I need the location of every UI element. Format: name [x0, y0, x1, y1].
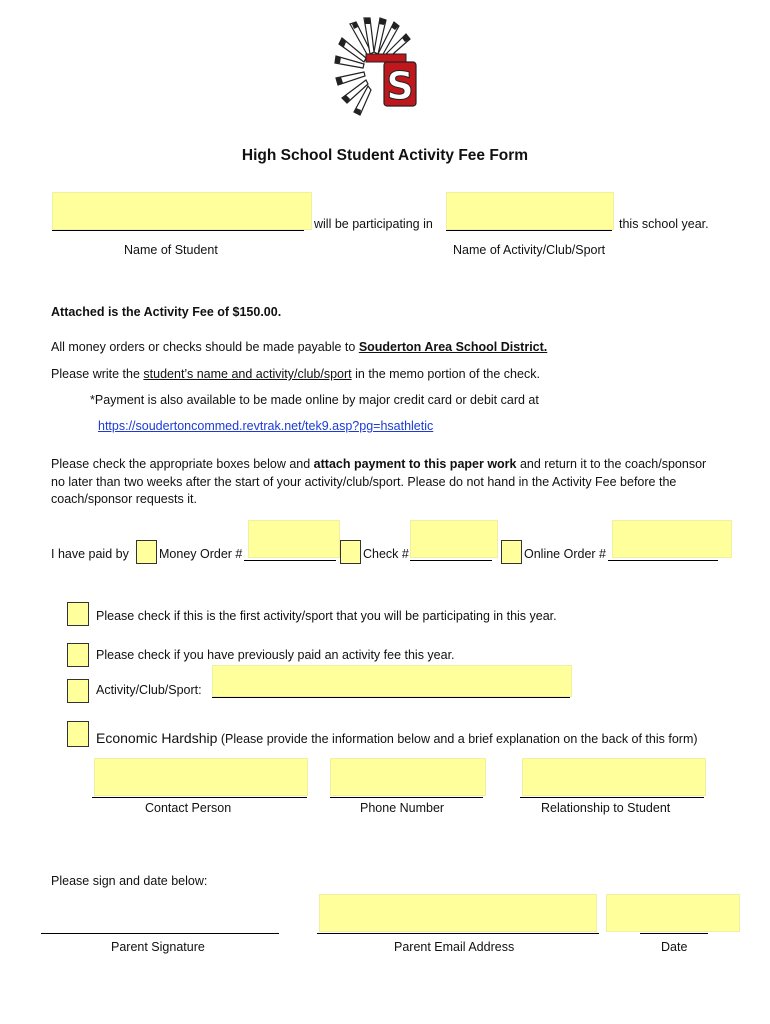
economic-hardship-title: Economic Hardship [96, 730, 218, 746]
paid-by-label: I have paid by [51, 547, 129, 561]
memo-emphasis: student’s name and activity/club/sport [143, 367, 352, 381]
svg-text:S: S [386, 64, 414, 108]
check-label: Check # [363, 547, 409, 561]
instructions-line-1 [51, 457, 706, 471]
instructions-text-b: and return it to the coach/sponsor [516, 457, 707, 471]
school-logo [328, 16, 420, 122]
school-year-text: this school year. [619, 217, 709, 231]
activity-club-sport-field[interactable] [212, 665, 572, 697]
money-order-checkbox[interactable] [136, 540, 157, 564]
online-order-number-field[interactable] [612, 520, 732, 558]
first-activity-checkbox[interactable] [67, 602, 89, 626]
date-field[interactable] [606, 894, 740, 932]
activity-name-field[interactable] [446, 192, 614, 230]
payable-prefix: All money orders or checks should be made payable to [51, 340, 359, 354]
memo-prefix: Please write the [51, 367, 144, 381]
check-number-field[interactable] [410, 520, 498, 558]
student-name-field[interactable] [52, 192, 312, 230]
relationship-label: Relationship to Student [541, 801, 671, 815]
phone-number-label: Phone Number [360, 801, 445, 815]
online-payment-link[interactable]: https://soudertoncommed.revtrak.net/tek9.asp?pg=hsathletic [98, 419, 434, 433]
parent-email-line [317, 933, 599, 934]
date-line [640, 933, 708, 934]
memo-suffix: in the memo portion of the check. [351, 367, 540, 381]
money-order-line [244, 560, 336, 561]
name-of-activity-label: Name of Activity/Club/Sport [453, 243, 606, 257]
online-payment-note: *Payment is also available to be made online by major credit card or debit card at [90, 393, 539, 407]
activity-fee-line: Attached is the Activity Fee of $150.00. [51, 305, 282, 319]
economic-hardship-note: (Please provide the information below and a brief explanation on the back of this form) [217, 732, 698, 746]
online-order-line [608, 560, 718, 561]
instructions-line-3: coach/sponsor requests it. [51, 492, 197, 506]
contact-person-line [92, 797, 307, 798]
first-activity-label: Please check if this is the first activity/sport that you will be participating in this year. [96, 609, 557, 623]
money-order-number-field[interactable] [248, 520, 340, 558]
parent-email-field[interactable] [319, 894, 597, 932]
economic-hardship-checkbox[interactable] [67, 721, 89, 747]
online-order-checkbox[interactable] [501, 540, 522, 564]
relationship-line [520, 797, 704, 798]
sign-prompt: Please sign and date below: [51, 874, 208, 888]
district-name: Souderton Area School District. [358, 340, 548, 354]
money-order-label: Money Order # [159, 547, 243, 561]
activity-name-line [446, 230, 612, 231]
parent-signature-label: Parent Signature [111, 940, 205, 954]
phone-number-line [330, 797, 483, 798]
participating-text: will be participating in [314, 217, 433, 231]
indian-headdress-logo-icon [328, 16, 420, 122]
parent-signature-line [41, 933, 279, 934]
previously-paid-label: Please check if you have previously paid an activity fee this year. [96, 648, 455, 662]
economic-hardship-label [96, 730, 698, 746]
payable-line [51, 340, 547, 354]
instructions-text-a: Please check the appropriate boxes below and [51, 457, 314, 471]
activity-club-sport-checkbox[interactable] [67, 679, 89, 703]
check-line [410, 560, 492, 561]
name-of-student-label: Name of Student [124, 243, 218, 257]
contact-person-label: Contact Person [145, 801, 232, 815]
instructions-line-2: no later than two weeks after the start of your activity/club/sport. Please do not hand in the Activity Fee before the [51, 475, 677, 489]
date-label: Date [661, 940, 688, 954]
online-order-label: Online Order # [524, 547, 606, 561]
parent-email-label: Parent Email Address [394, 940, 515, 954]
page-title: High School Student Activity Fee Form [241, 147, 529, 164]
student-name-line [52, 230, 304, 231]
relationship-field[interactable] [522, 758, 706, 796]
memo-line [51, 367, 540, 381]
instructions-bold: attach payment to this paper work [313, 457, 517, 471]
contact-person-field[interactable] [94, 758, 308, 796]
activity-club-sport-line [212, 697, 570, 698]
activity-club-sport-label: Activity/Club/Sport: [96, 683, 202, 697]
phone-number-field[interactable] [330, 758, 486, 796]
check-checkbox[interactable] [340, 540, 361, 564]
previously-paid-checkbox[interactable] [67, 643, 89, 667]
